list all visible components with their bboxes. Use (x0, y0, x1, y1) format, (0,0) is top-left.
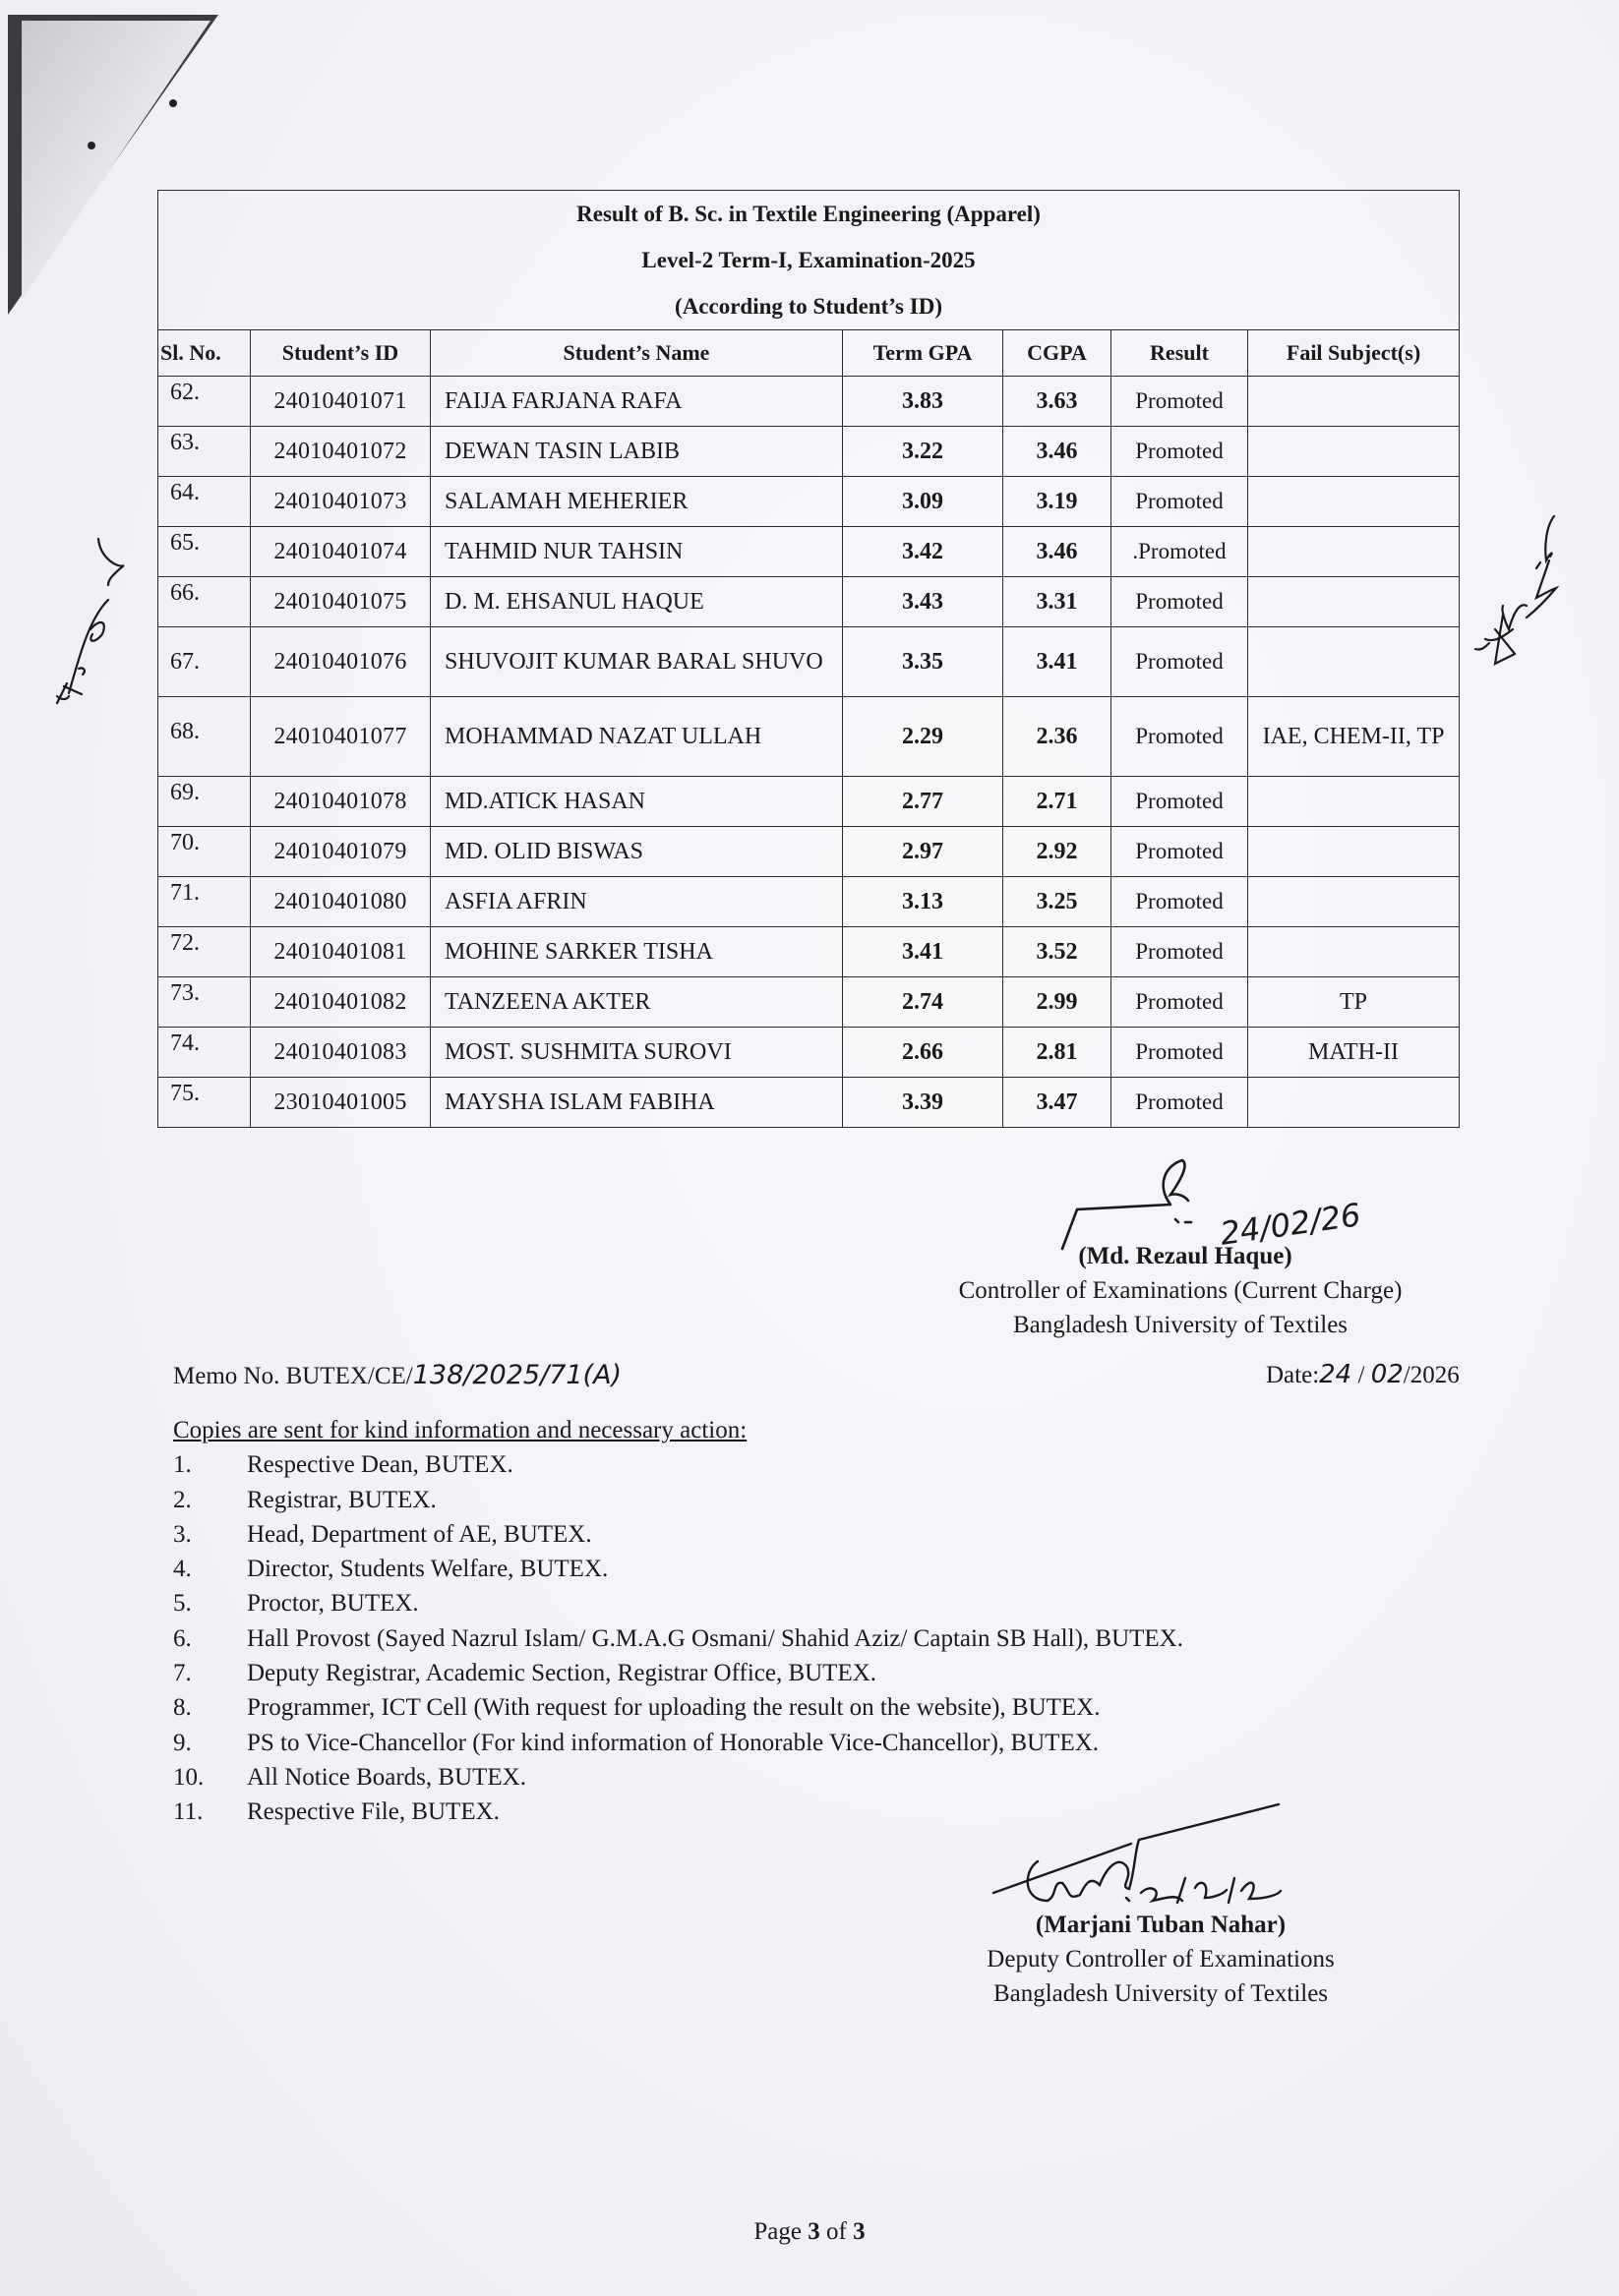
cell-term-gpa: 3.41 (843, 927, 1003, 977)
cell-fail-subjects (1248, 377, 1460, 427)
list-item-text: Respective File, BUTEX. (247, 1798, 500, 1826)
table-row (158, 1078, 1460, 1128)
signatory-deputy-controller (905, 1908, 1416, 2011)
cell-cgpa: 3.19 (1003, 477, 1111, 527)
cell-student-id: 24010401081 (251, 927, 431, 977)
cell-student-name: DEWAN TASIN LABIB (431, 427, 843, 477)
list-item-number: 8. (173, 1694, 192, 1722)
margin-signature-left-icon (39, 521, 148, 718)
cell-cgpa: 3.46 (1003, 527, 1111, 577)
cell-term-gpa: 3.39 (843, 1078, 1003, 1128)
cell-student-name: TANZEENA AKTER (431, 977, 843, 1028)
table-row (158, 427, 1460, 477)
list-item-text: Respective Dean, BUTEX. (247, 1451, 513, 1479)
list-item (173, 1586, 1183, 1620)
copies-list (173, 1447, 1183, 1829)
table-row (158, 627, 1460, 697)
cell-student-id: 24010401071 (251, 377, 431, 427)
cell-cgpa: 3.31 (1003, 577, 1111, 627)
list-item-number: 3. (173, 1520, 192, 1548)
signatory-deputy-institution: Bangladesh University of Textiles (992, 1980, 1329, 2007)
margin-signature-right-icon (1456, 501, 1584, 698)
cell-cgpa: 2.81 (1003, 1028, 1111, 1078)
cell-sl: 62. (158, 377, 251, 427)
cell-result: Promoted (1111, 1028, 1248, 1078)
table-row (158, 927, 1460, 977)
cell-result: Promoted (1111, 477, 1248, 527)
cell-student-name: D. M. EHSANUL HAQUE (431, 577, 843, 627)
cell-sl: 68. (158, 697, 251, 777)
cell-cgpa: 3.52 (1003, 927, 1111, 977)
cell-result: Promoted (1111, 427, 1248, 477)
list-item-number: 6. (173, 1624, 192, 1652)
cell-sl: 72. (158, 927, 251, 977)
signatory-controller-institution: Bangladesh University of Textiles (1012, 1312, 1349, 1338)
page-of: of (819, 2218, 854, 2245)
cell-fail-subjects: TP (1248, 977, 1460, 1028)
cell-student-id: 23010401005 (251, 1078, 431, 1128)
cell-student-name: MAYSHA ISLAM FABIHA (431, 1078, 843, 1128)
cell-fail-subjects (1248, 627, 1460, 697)
list-item-number: 2. (173, 1486, 192, 1513)
list-item (173, 1656, 1183, 1690)
cell-result: Promoted (1111, 977, 1248, 1028)
cell-result: Promoted (1111, 927, 1248, 977)
list-item-number: 1. (173, 1451, 192, 1479)
cell-term-gpa: 2.66 (843, 1028, 1003, 1078)
page-current: 3 (808, 2218, 820, 2245)
signature-deputy-controller-icon (984, 1785, 1338, 1922)
column-header-term-gpa: Term GPA (843, 330, 1003, 377)
results-table-container (157, 190, 1459, 1128)
copies-heading: Copies are sent for kind information and necessary action: (173, 1417, 748, 1443)
cell-result: Promoted (1111, 827, 1248, 877)
cell-term-gpa: 3.22 (843, 427, 1003, 477)
date-label: Date: (1266, 1362, 1320, 1388)
cell-fail-subjects (1248, 477, 1460, 527)
cell-student-id: 24010401078 (251, 777, 431, 827)
cell-student-id: 24010401072 (251, 427, 431, 477)
cell-cgpa: 2.36 (1003, 697, 1111, 777)
cell-cgpa: 3.25 (1003, 877, 1111, 927)
list-item (173, 1483, 1183, 1517)
table-row (158, 577, 1460, 627)
cell-term-gpa: 3.13 (843, 877, 1003, 927)
list-item-text: Hall Provost (Sayed Nazrul Islam/ G.M.A.G Osmani/ Shahid Aziz/ Captain SB Hall), BUTEX. (247, 1624, 1183, 1652)
cell-student-name: MOHAMMAD NAZAT ULLAH (431, 697, 843, 777)
cell-sl: 75. (158, 1078, 251, 1128)
list-item (173, 1517, 1183, 1552)
memo-date: Date:24 / 02/2026 (1266, 1360, 1460, 1389)
cell-result: Promoted (1111, 577, 1248, 627)
cell-student-name: MD.ATICK HASAN (431, 777, 843, 827)
list-item-number: 11. (173, 1798, 204, 1826)
cell-sl: 64. (158, 477, 251, 527)
cell-student-name: ASFIA AFRIN (431, 877, 843, 927)
cell-student-id: 24010401073 (251, 477, 431, 527)
cell-fail-subjects (1248, 577, 1460, 627)
cell-term-gpa: 2.74 (843, 977, 1003, 1028)
list-item (173, 1447, 1183, 1482)
memo-number (173, 1360, 622, 1390)
cell-result: Promoted (1111, 697, 1248, 777)
cell-student-id: 24010401082 (251, 977, 431, 1028)
list-item-text: Director, Students Welfare, BUTEX. (247, 1556, 609, 1583)
cell-result: Promoted (1111, 877, 1248, 927)
list-item-text: Head, Department of AE, BUTEX. (247, 1520, 592, 1548)
cell-cgpa: 2.99 (1003, 977, 1111, 1028)
cell-term-gpa: 3.83 (843, 377, 1003, 427)
cell-term-gpa: 3.42 (843, 527, 1003, 577)
signatory-deputy-designation: Deputy Controller of Examinations (987, 1946, 1335, 1972)
column-header-student-name: Student’s Name (431, 330, 843, 377)
date-year: /2026 (1403, 1362, 1460, 1388)
table-title (158, 191, 1460, 330)
list-item-number: 7. (173, 1660, 192, 1687)
cell-cgpa: 3.46 (1003, 427, 1111, 477)
cell-sl: 67. (158, 627, 251, 697)
list-item-text: Proctor, BUTEX. (247, 1590, 419, 1618)
cell-student-id: 24010401080 (251, 877, 431, 927)
cell-result: Promoted (1111, 377, 1248, 427)
table-row (158, 377, 1460, 427)
table-row (158, 1028, 1460, 1078)
cell-term-gpa: 2.77 (843, 777, 1003, 827)
list-item-number: 9. (173, 1729, 192, 1756)
list-item-number: 10. (173, 1763, 205, 1791)
table-header-row (158, 330, 1460, 377)
list-item (173, 1621, 1183, 1656)
cell-result: Promoted (1111, 627, 1248, 697)
cell-fail-subjects: IAE, CHEM-II, TP (1248, 697, 1460, 777)
memo-handwritten-number: 138/2025/71(A) (412, 1360, 623, 1390)
cell-result: .Promoted (1111, 527, 1248, 577)
table-row (158, 877, 1460, 927)
table-row (158, 977, 1460, 1028)
table-row (158, 827, 1460, 877)
cell-sl: 74. (158, 1028, 251, 1078)
cell-fail-subjects (1248, 777, 1460, 827)
cell-fail-subjects: MATH-II (1248, 1028, 1460, 1078)
list-item-text: Registrar, BUTEX. (247, 1486, 437, 1513)
copies-section (173, 1413, 1183, 1830)
signatory-deputy-name: (Marjani Tuban Nahar) (1035, 1912, 1287, 1938)
column-header-cgpa: CGPA (1003, 330, 1111, 377)
list-item (173, 1726, 1183, 1760)
cell-student-name: MOST. SUSHMITA SUROVI (431, 1028, 843, 1078)
memo-prefix: Memo No. BUTEX/CE/ (173, 1363, 413, 1389)
signatory-controller (846, 1239, 1515, 1342)
cell-fail-subjects (1248, 877, 1460, 927)
table-row (158, 777, 1460, 827)
cell-student-name: MD. OLID BISWAS (431, 827, 843, 877)
list-item-text: Programmer, ICT Cell (With request for uploading the result on the website), BUTEX. (247, 1694, 1101, 1722)
cell-term-gpa: 3.09 (843, 477, 1003, 527)
title-line-exam: Level-2 Term-I, Examination-2025 (641, 248, 976, 272)
cell-student-id: 24010401074 (251, 527, 431, 577)
cell-student-name: SALAMAH MEHERIER (431, 477, 843, 527)
list-item (173, 1690, 1183, 1725)
list-item-text: All Notice Boards, BUTEX. (247, 1763, 526, 1791)
signatory-controller-name: (Md. Rezaul Haque) (1078, 1243, 1292, 1269)
signature-controller-date: 24/02/26 (1218, 1196, 1363, 1253)
list-item-number: 5. (173, 1590, 192, 1618)
list-item-number: 4. (173, 1556, 192, 1583)
column-header-result: Result (1111, 330, 1248, 377)
cell-student-name: SHUVOJIT KUMAR BARAL SHUVO (431, 627, 843, 697)
list-item-text: PS to Vice-Chancellor (For kind information of Honorable Vice-Chancellor), BUTEX. (247, 1729, 1100, 1756)
date-hand-month: 02 (1370, 1360, 1404, 1389)
cell-student-name: FAIJA FARJANA RAFA (431, 377, 843, 427)
results-table (157, 190, 1460, 1128)
date-hand-day: 24 (1319, 1360, 1352, 1389)
page-total: 3 (853, 2218, 866, 2245)
cell-sl: 66. (158, 577, 251, 627)
cell-fail-subjects (1248, 427, 1460, 477)
cell-fail-subjects (1248, 827, 1460, 877)
cell-sl: 71. (158, 877, 251, 927)
cell-student-name: TAHMID NUR TAHSIN (431, 527, 843, 577)
cell-student-id: 24010401075 (251, 577, 431, 627)
cell-term-gpa: 2.29 (843, 697, 1003, 777)
title-line-order: (According to Student’s ID) (675, 294, 942, 319)
cell-fail-subjects (1248, 527, 1460, 577)
cell-sl: 69. (158, 777, 251, 827)
table-row (158, 477, 1460, 527)
list-item-text: Deputy Registrar, Academic Section, Registrar Office, BUTEX. (247, 1660, 877, 1687)
cell-cgpa: 3.47 (1003, 1078, 1111, 1128)
cell-student-id: 24010401079 (251, 827, 431, 877)
table-row (158, 697, 1460, 777)
cell-fail-subjects (1248, 1078, 1460, 1128)
cell-sl: 70. (158, 827, 251, 877)
column-header-fail-subjects: Fail Subject(s) (1248, 330, 1460, 377)
cell-cgpa: 3.63 (1003, 377, 1111, 427)
cell-sl: 63. (158, 427, 251, 477)
page-number (0, 2218, 1619, 2246)
cell-term-gpa: 3.35 (843, 627, 1003, 697)
cell-cgpa: 2.92 (1003, 827, 1111, 877)
cell-cgpa: 3.41 (1003, 627, 1111, 697)
cell-student-id: 24010401083 (251, 1028, 431, 1078)
page-prefix: Page (753, 2218, 809, 2245)
cell-sl: 65. (158, 527, 251, 577)
table-row (158, 527, 1460, 577)
cell-result: Promoted (1111, 1078, 1248, 1128)
cell-student-id: 24010401076 (251, 627, 431, 697)
cell-fail-subjects (1248, 927, 1460, 977)
cell-term-gpa: 3.43 (843, 577, 1003, 627)
cell-student-id: 24010401077 (251, 697, 431, 777)
signatory-controller-designation: Controller of Examinations (Current Charge) (958, 1277, 1403, 1304)
column-header-student-id: Student’s ID (251, 330, 431, 377)
column-header-sl: Sl. No. (158, 330, 251, 377)
cell-result: Promoted (1111, 777, 1248, 827)
cell-student-name: MOHINE SARKER TISHA (431, 927, 843, 977)
cell-sl: 73. (158, 977, 251, 1028)
title-line-program: Result of B. Sc. in Textile Engineering (Apparel) (576, 202, 1041, 226)
list-item (173, 1552, 1183, 1586)
cell-cgpa: 2.71 (1003, 777, 1111, 827)
cell-term-gpa: 2.97 (843, 827, 1003, 877)
